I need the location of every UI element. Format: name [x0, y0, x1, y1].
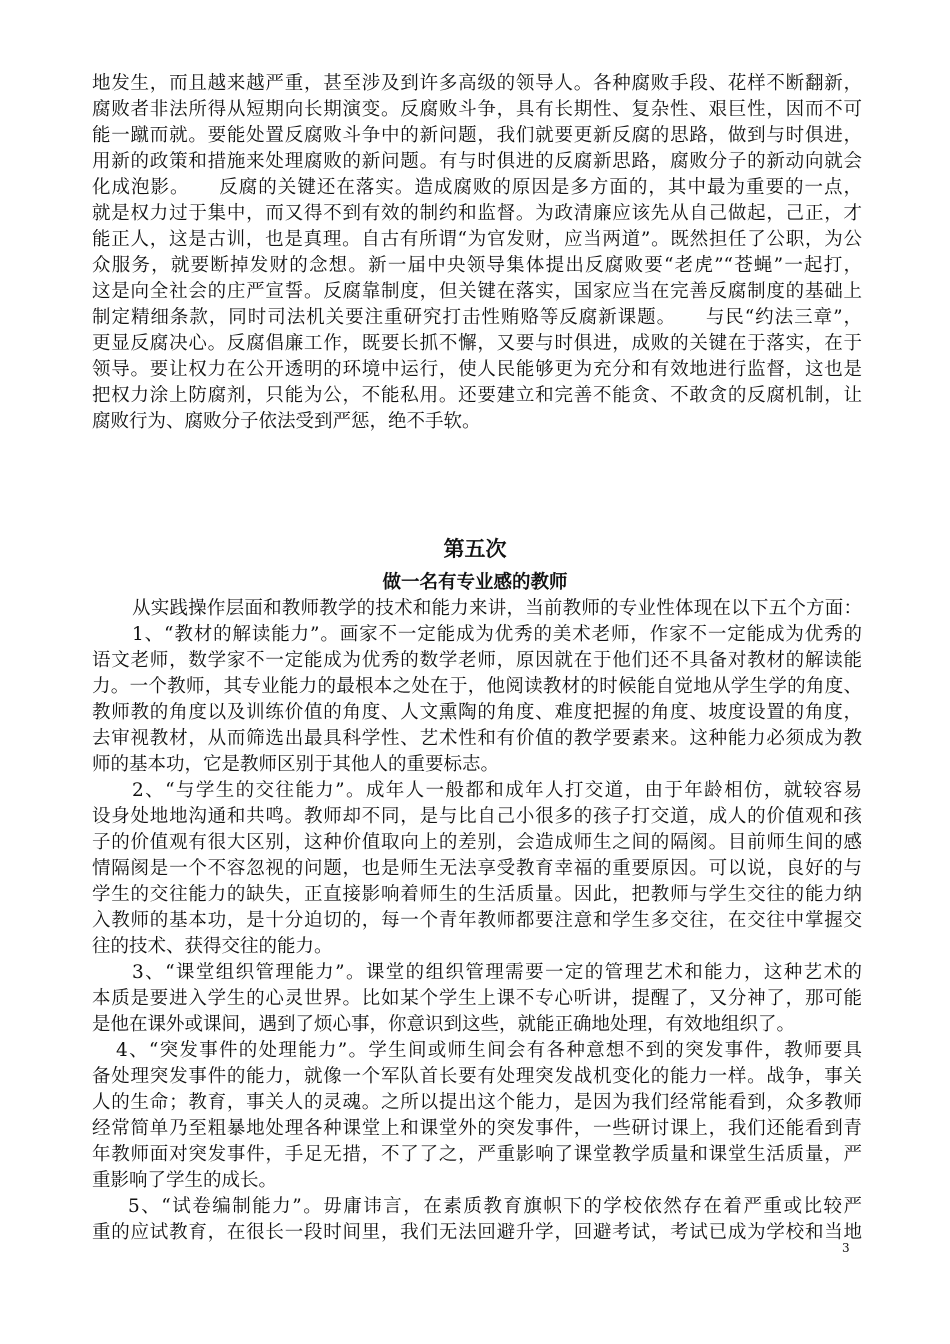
page-number: 3 [842, 1241, 850, 1255]
text-line: 重的应试教育，在很长一段时间里，我们无法回避升学，回避考试，考试已成为学校和当地 [92, 1222, 862, 1243]
text-line: 力。一个教师，其专业能力的最根本之处在于，他阅读教材的时候能自觉地从学生学的角度、 [92, 676, 862, 697]
text-line: 情隔阂是一个不容忽视的问题，也是师生无法享受教育幸福的重要原因。可以说，良好的与 [92, 858, 862, 879]
text-line: 去审视教材，从而筛选出最具科学性、艺术性和有价值的教学要素来。这种能力必须成为教 [92, 728, 862, 749]
text-line: 年教师面对突发事件，手足无措，不了了之，严重影响了课堂教学质量和课堂生活质量，严 [92, 1144, 862, 1165]
text-line: 备处理突发事件的能力，就像一个军队首长要有处理突发战机变化的能力一样。战争，事关 [92, 1066, 862, 1087]
text-line: 教师教的角度以及训练价值的角度、人文熏陶的角度、难度把握的角度、坡度设置的角度， [92, 702, 862, 723]
text-line: 从实践操作层面和教师教学的技术和能力来讲，当前教师的专业性体现在以下五个方面： [132, 598, 862, 619]
text-line: 就是权力过于集中，而又得不到有效的制约和监督。为政清廉应该先从自己做起，己正，才 [92, 203, 862, 224]
text-line: 把权力涂上防腐剂，只能为公，不能私用。还要建立和完善不能贪、不敢贪的反腐机制，让 [92, 385, 862, 406]
text-line: 化成泡影。 反腐的关键还在落实。造成腐败的原因是多方面的，其中最为重要的一点， [92, 177, 862, 198]
text-line: 5、“试卷编制能力”。毋庸讳言，在素质教育旗帜下的学校依然存在着严重或比较严 [128, 1196, 862, 1217]
text-line: 子的价值观有很大区别，这种价值取向上的差别，会造成师生之间的隔阂。目前师生间的感 [92, 832, 862, 853]
text-line: 语文老师，数学家不一定能成为优秀的数学老师，原因就在于他们还不具备对教材的解读能 [92, 650, 862, 671]
text-line: 学生的交往能力的缺失，正直接影响着师生的生活质量。因此，把教师与学生交往的能力纳 [92, 884, 862, 905]
text-line: 众服务，就要断掉发财的念想。新一届中央领导集体提出反腐败要“老虎”“苍蝇”一起打， [92, 255, 862, 276]
text-line: 能正人，这是古训，也是真理。自古有所谓“为官发财，应当两道”。既然担任了公职，为公 [92, 229, 862, 250]
text-line: 领导。要让权力在公开透明的环境中运行，使人民能够更为充分和有效地进行监督，这也是 [92, 359, 862, 380]
text-line: 腐败者非法所得从短期向长期演变。反腐败斗争，具有长期性、复杂性、艰巨性，因而不可 [92, 99, 862, 120]
text-line: 4、“突发事件的处理能力”。学生间或师生间会有各种意想不到的突发事件，教师要具 [116, 1040, 862, 1061]
text-line: 1、“教材的解读能力”。画家不一定能成为优秀的美术老师，作家不一定能成为优秀的 [132, 624, 862, 645]
text-line: 3、“课堂组织管理能力”。课堂的组织管理需要一定的管理艺术和能力，这种艺术的 [132, 962, 862, 983]
text-line: 入教师的基本功，是十分迫切的，每一个青年教师都要注意和学生多交往，在交往中掌握交 [92, 910, 862, 931]
text-line: 经常简单乃至粗暴地处理各种课堂上和课堂外的突发事件，一些研讨课上，我们还能看到青 [92, 1118, 862, 1139]
text-line: 能一蹴而就。要能处置反腐败斗争中的新问题，我们就要更新反腐的思路，做到与时俱进， [92, 125, 862, 146]
text-line: 腐败行为、腐败分子依法受到严惩，绝不手软。 [92, 411, 481, 432]
text-line: 2、“与学生的交往能力”。成年人一般都和成年人打交道，由于年龄相仿，就较容易 [132, 780, 862, 801]
text-line: 设身处地地沟通和共鸣。教师却不同，是与比自己小很多的孩子打交道，成人的价值观和孩 [92, 806, 862, 827]
text-line: 往的技术、获得交往的能力。 [92, 936, 333, 957]
text-line: 这是向全社会的庄严宣誓。反腐靠制度，但关键在落实，国家应当在完善反腐制度的基础上 [92, 281, 862, 302]
text-line: 重影响了学生的成长。 [92, 1170, 278, 1191]
text-line: 用新的政策和措施来处理腐败的新问题。有与时俱进的反腐新思路，腐败分子的新动向就会 [92, 151, 862, 172]
text-line: 师的基本功，它是教师区别于其他人的重要标志。 [92, 754, 500, 775]
text-line: 地发生，而且越来越严重，甚至涉及到许多高级的领导人。各种腐败手段、花样不断翻新， [92, 73, 862, 94]
text-line: 本质是要进入学生的心灵世界。比如某个学生上课不专心听讲，提醒了，又分神了，那可能 [92, 988, 862, 1009]
text-line: 人的生命；教育，事关人的灵魂。之所以提出这个能力，是因为我们经常能看到，众多教师 [92, 1092, 862, 1113]
section-heading: 第五次 [443, 537, 507, 561]
text-line: 制定精细条款，同时司法机关要注重研究打击性贿赂等反腐新课题。 与民“约法三章”， [92, 307, 862, 328]
text-line: 是他在课外或课间，遇到了烦心事，你意识到这些，就能正确地处理，有效地组织了。 [92, 1014, 796, 1035]
article-title: 做一名有专业感的教师 [382, 572, 568, 593]
text-line: 更显反腐决心。反腐倡廉工作，既要长抓不懈，又要与时俱进，成败的关键在于落实，在于 [92, 333, 862, 354]
